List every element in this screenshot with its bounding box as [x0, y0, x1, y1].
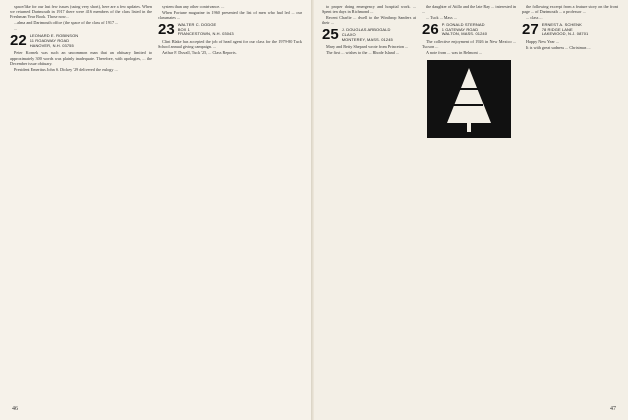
tree-trunk [467, 120, 471, 132]
class-number: 27 [522, 21, 539, 39]
paragraph: It is with great sadness ... Christmas ... [526, 45, 591, 51]
correspondent-address: CLAXO [341, 31, 356, 37]
class-number: 26 [422, 21, 439, 39]
paragraph: When Fortune magazine in 1960 presented the list of men who had led ... our classmates ... [158, 10, 302, 21]
correspondent-name: ERNEST A. SCHENK [541, 22, 582, 28]
correspondent-block [342, 28, 393, 42]
correspondent-city: LAKEWOOD, N.J. 08701 [541, 31, 589, 37]
paragraph: the daughter of Atillo and the late Ray ... interested in ... [422, 4, 516, 15]
paragraph: ...alma and Dartmouth office (the space of the class of 1917 ... [14, 20, 119, 26]
paragraph: ... [14, 26, 18, 32]
page-number: 47 [610, 406, 616, 412]
correspondent-name: P. DONALD STERNAD [441, 22, 485, 28]
woodcut-line [457, 88, 479, 90]
paragraph: The first ... wishes to the ... Rhode Island ... [326, 50, 400, 56]
paragraph: the following excerpt from a feature story on the front page ... of Dartmouth ... a professor ... [522, 4, 618, 15]
woodcut-illustration [427, 60, 511, 138]
correspondent-block [30, 34, 79, 48]
correspondent-name: J. DOUGLAS ARBOGALD [341, 27, 391, 33]
left-column-1 [10, 4, 152, 398]
paragraph: Arthur F. Duvall, Tuck '25, ... Class Reports. [162, 50, 237, 56]
correspondent-city: FRANCESTOWN, N.H. 03043 [177, 31, 234, 37]
paragraph: ... Tuck ... Mass ... [426, 15, 457, 21]
woodcut-line [453, 104, 483, 106]
correspondent-address: BOX 1 [177, 26, 190, 32]
correspondent-address: 11 ROADWAY ROAD [29, 38, 70, 44]
class-entry-header [322, 28, 416, 42]
paragraph: Clint Blake has accepted the job of head agent for our class for the 1979-80 Tuck School annual giving campaign. ... [158, 39, 302, 50]
paragraph: President Emeritus John S. Dickey '29 delivered the eulogy ... [14, 66, 118, 72]
class-entry-header [522, 23, 618, 37]
paragraph: Peter Kornek was such an uncommon man that an obituary limited to approximately 300 words was plainly inadequate. Therefore, with apologies, ... the December issue obituary. [10, 50, 152, 66]
paragraph: Recent Charlie ... dwell to the Winthrop Sanders at their ... [322, 15, 416, 26]
paragraph: Mary and Betty Shepard wrote from Princeton ... [326, 44, 409, 50]
correspondent-address: 78 RIDGE LANE [541, 26, 573, 32]
left-column-2 [158, 4, 302, 398]
correspondent-city: MONTEREY, MASS. 01245 [341, 36, 393, 42]
right-column-3 [522, 4, 618, 398]
paragraph: to proper doing emergency and hospital work. ... Spent ten days in Richmond ... [322, 4, 416, 15]
right-column-1 [322, 4, 416, 398]
class-number: 25 [322, 26, 339, 44]
paragraph: ... class ... [526, 15, 543, 21]
correspondent-name: LEONARD E. ROBINSON [29, 33, 79, 39]
paragraph: system than any other contrivance. ... [162, 4, 225, 9]
page-number: 46 [12, 406, 18, 412]
paragraph: space/like for our last few issues (using very short), here are a few updates. When we returned Dartmouth in 1917 there were 416 members of the class listed in the Freshman Year Book. Those now... [10, 4, 152, 20]
correspondent-block [542, 23, 589, 37]
paragraph: A note from ... was in Belmont ... [426, 50, 482, 56]
correspondent-block [442, 23, 487, 37]
class-entry-header [422, 23, 516, 37]
class-number: 23 [158, 21, 175, 39]
correspondent-city: WALTON, MASS. 01240 [441, 31, 488, 37]
right-page [314, 0, 628, 420]
class-entry-header [158, 23, 302, 37]
correspondent-address: 1 GATEWAY ROAD [441, 26, 479, 32]
paragraph: The collective enjoyment of 1926 in New Mexico ... Tucson ... [422, 39, 516, 50]
paragraph: Happy New Year ... [526, 39, 559, 45]
class-number: 22 [10, 32, 27, 50]
correspondent-name: WALTER C. DODGE [177, 22, 217, 28]
tree-shape [447, 68, 491, 123]
right-column-2 [422, 4, 516, 398]
class-entry-header [10, 34, 152, 48]
correspondent-block [178, 23, 234, 37]
correspondent-city: HANOVER, N.H. 03755 [29, 42, 74, 48]
